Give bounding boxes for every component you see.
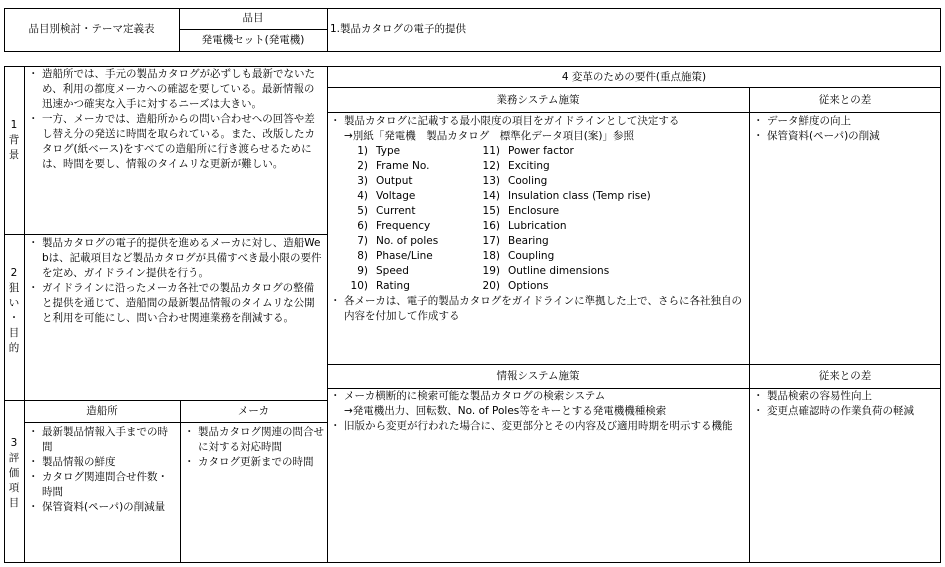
eval-maker-header: メーカ [237, 405, 270, 417]
info-top-divider [327, 364, 941, 365]
spec-item: 18) Coupling [482, 250, 555, 262]
list-item: ・ 保管資料(ペーパ)の削減 [753, 130, 880, 142]
spec-list-right [476, 144, 651, 294]
info-diff-header: 従来との差 [818, 370, 872, 382]
section-title: 4 変革のための要件(重点施策) [561, 71, 707, 83]
spec-item: 3) Output [357, 175, 413, 187]
spec-item: 4) Voltage [357, 190, 416, 202]
aim-bullets [28, 236, 324, 326]
diff-column-divider [749, 87, 750, 563]
list-item: ・ 一方、メーカでは、造船所からの問い合わせへの回答や差し替え分の発送に時間を取られている。また、改版したカタログ(紙ベース)をすべての造船所に行き渡らせるためには、時間を要し、情報のタイムリな更新が難しい。 [28, 113, 315, 170]
theme-title: 1.製品カタログの電子的提供 [330, 23, 467, 35]
spec-item: 10) Rating [350, 280, 410, 292]
label-column-divider [24, 66, 25, 563]
doc-title: 品目別検討・テーマ定義表 [28, 23, 155, 35]
section-title-divider [327, 87, 941, 88]
item-value: 発電機セット(発電機) [201, 34, 305, 46]
info-diff-bullets [753, 389, 938, 419]
business-diff-header: 従来との差 [818, 94, 872, 106]
row-divider [4, 400, 327, 401]
header-divider [179, 29, 327, 30]
spec-item: 1) Type [357, 145, 401, 157]
spec-item: 13) Cooling [482, 175, 548, 187]
spec-item: 14) Insulation class (Temp rise) [482, 190, 651, 202]
eval-column-divider [180, 400, 181, 563]
item-label: 品目 [242, 12, 264, 24]
spec-item: 19) Outline dimensions [482, 265, 610, 277]
list-item: ・ 製品カタログ関連の問合せに対する対応時間 [184, 426, 324, 453]
business-header-divider [327, 112, 941, 113]
business-extra [330, 294, 746, 324]
list-item: →発電機出力、回転数、No. of Poles等をキーとする発電機機種検索 [344, 405, 667, 417]
spec-item: 16) Lubrication [482, 220, 567, 232]
list-item: ・ データ鮮度の向上 [753, 115, 851, 127]
spec-item: 20) Options [482, 280, 549, 292]
spec-list-left [344, 144, 438, 294]
business-ref: →別紙「発電機 製品カタログ 標準化データ項目(案)」参照 [344, 130, 634, 142]
spec-item: 12) Exciting [482, 160, 550, 172]
evaluation-label: 3 評 価 項 目 [8, 437, 20, 509]
info-bullets [330, 389, 746, 434]
list-item: ・ 製品カタログの電子的提供を進めるメーカに対し、造船Webは、記載項目など製品カタログが具備すべき最小限の要件を定め、ガイドライン提供を行う。 [28, 237, 322, 279]
spec-item: 11) Power factor [482, 145, 574, 157]
business-diff-bullets [753, 114, 938, 144]
list-item: ・ 造船所では、手元の製品カタログが必ずしも最新でないため、利用の都度メーカへの確認を要している。最新情報の迅速かつ確実な入手に対するニーズは大きい。 [28, 68, 315, 110]
left-right-divider [327, 66, 328, 563]
list-item: ・ ガイドラインに沿ったメーカ各社での製品カタログの整備と提供を通じて、造船間の最新製品情報のタイムリな公開と利用を可能にし、問い合わせ関連業務を削減する。 [28, 282, 315, 324]
header-divider [327, 8, 328, 52]
spec-item: 7) No. of poles [357, 235, 439, 247]
list-item: ・ 各メーカは、電子的製品カタログをガイドラインに準拠した上で、さらに各社独自の内容を付加して作成する [330, 295, 742, 322]
spec-item: 6) Frequency [357, 220, 431, 232]
eval-shipyard-header: 造船所 [86, 405, 118, 417]
spec-item: 5) Current [357, 205, 416, 217]
row-divider [4, 234, 327, 235]
business-header: 業務システム施策 [496, 94, 580, 106]
spec-item: 9) Speed [357, 265, 409, 277]
background-label: 1 背 景 [8, 119, 20, 161]
list-item: ・ カタログ関連問合せ件数・時間 [28, 471, 168, 498]
list-item: ・ 旧版から変更が行われた場合に、変更部分とその内容及び適用時期を明示する機能 [330, 420, 733, 432]
spec-item: 8) Phase/Line [357, 250, 433, 262]
spec-item: 2) Frame No. [357, 160, 430, 172]
eval-maker-bullets [184, 425, 324, 470]
spec-item: 17) Bearing [482, 235, 549, 247]
list-item: ・ 製品カタログに記載する最小限度の項目をガイドラインとして決定する [330, 115, 680, 127]
list-item: ・ 最新製品情報入手までの時間 [28, 426, 168, 453]
list-item: ・ メーカ横断的に検索可能な製品カタログの検索システム [330, 390, 606, 402]
list-item: ・ 製品情報の鮮度 [28, 456, 116, 468]
background-bullets [28, 67, 324, 172]
spec-item: 15) Enclosure [482, 205, 560, 217]
info-header: 情報システム施策 [496, 370, 580, 382]
list-item: ・ 保管資料(ペーパ)の削減量 [28, 501, 166, 513]
eval-shipyard-bullets [28, 425, 178, 515]
list-item: ・ カタログ更新までの時間 [184, 456, 314, 468]
list-item: ・ 変更点確認時の作業負荷の軽減 [753, 405, 914, 417]
list-item: ・ 製品検索の容易性向上 [753, 390, 872, 402]
business-intro [330, 114, 746, 129]
aim-label: 2 狙 い ・ 目 的 [8, 267, 20, 354]
eval-header-divider [24, 422, 327, 423]
